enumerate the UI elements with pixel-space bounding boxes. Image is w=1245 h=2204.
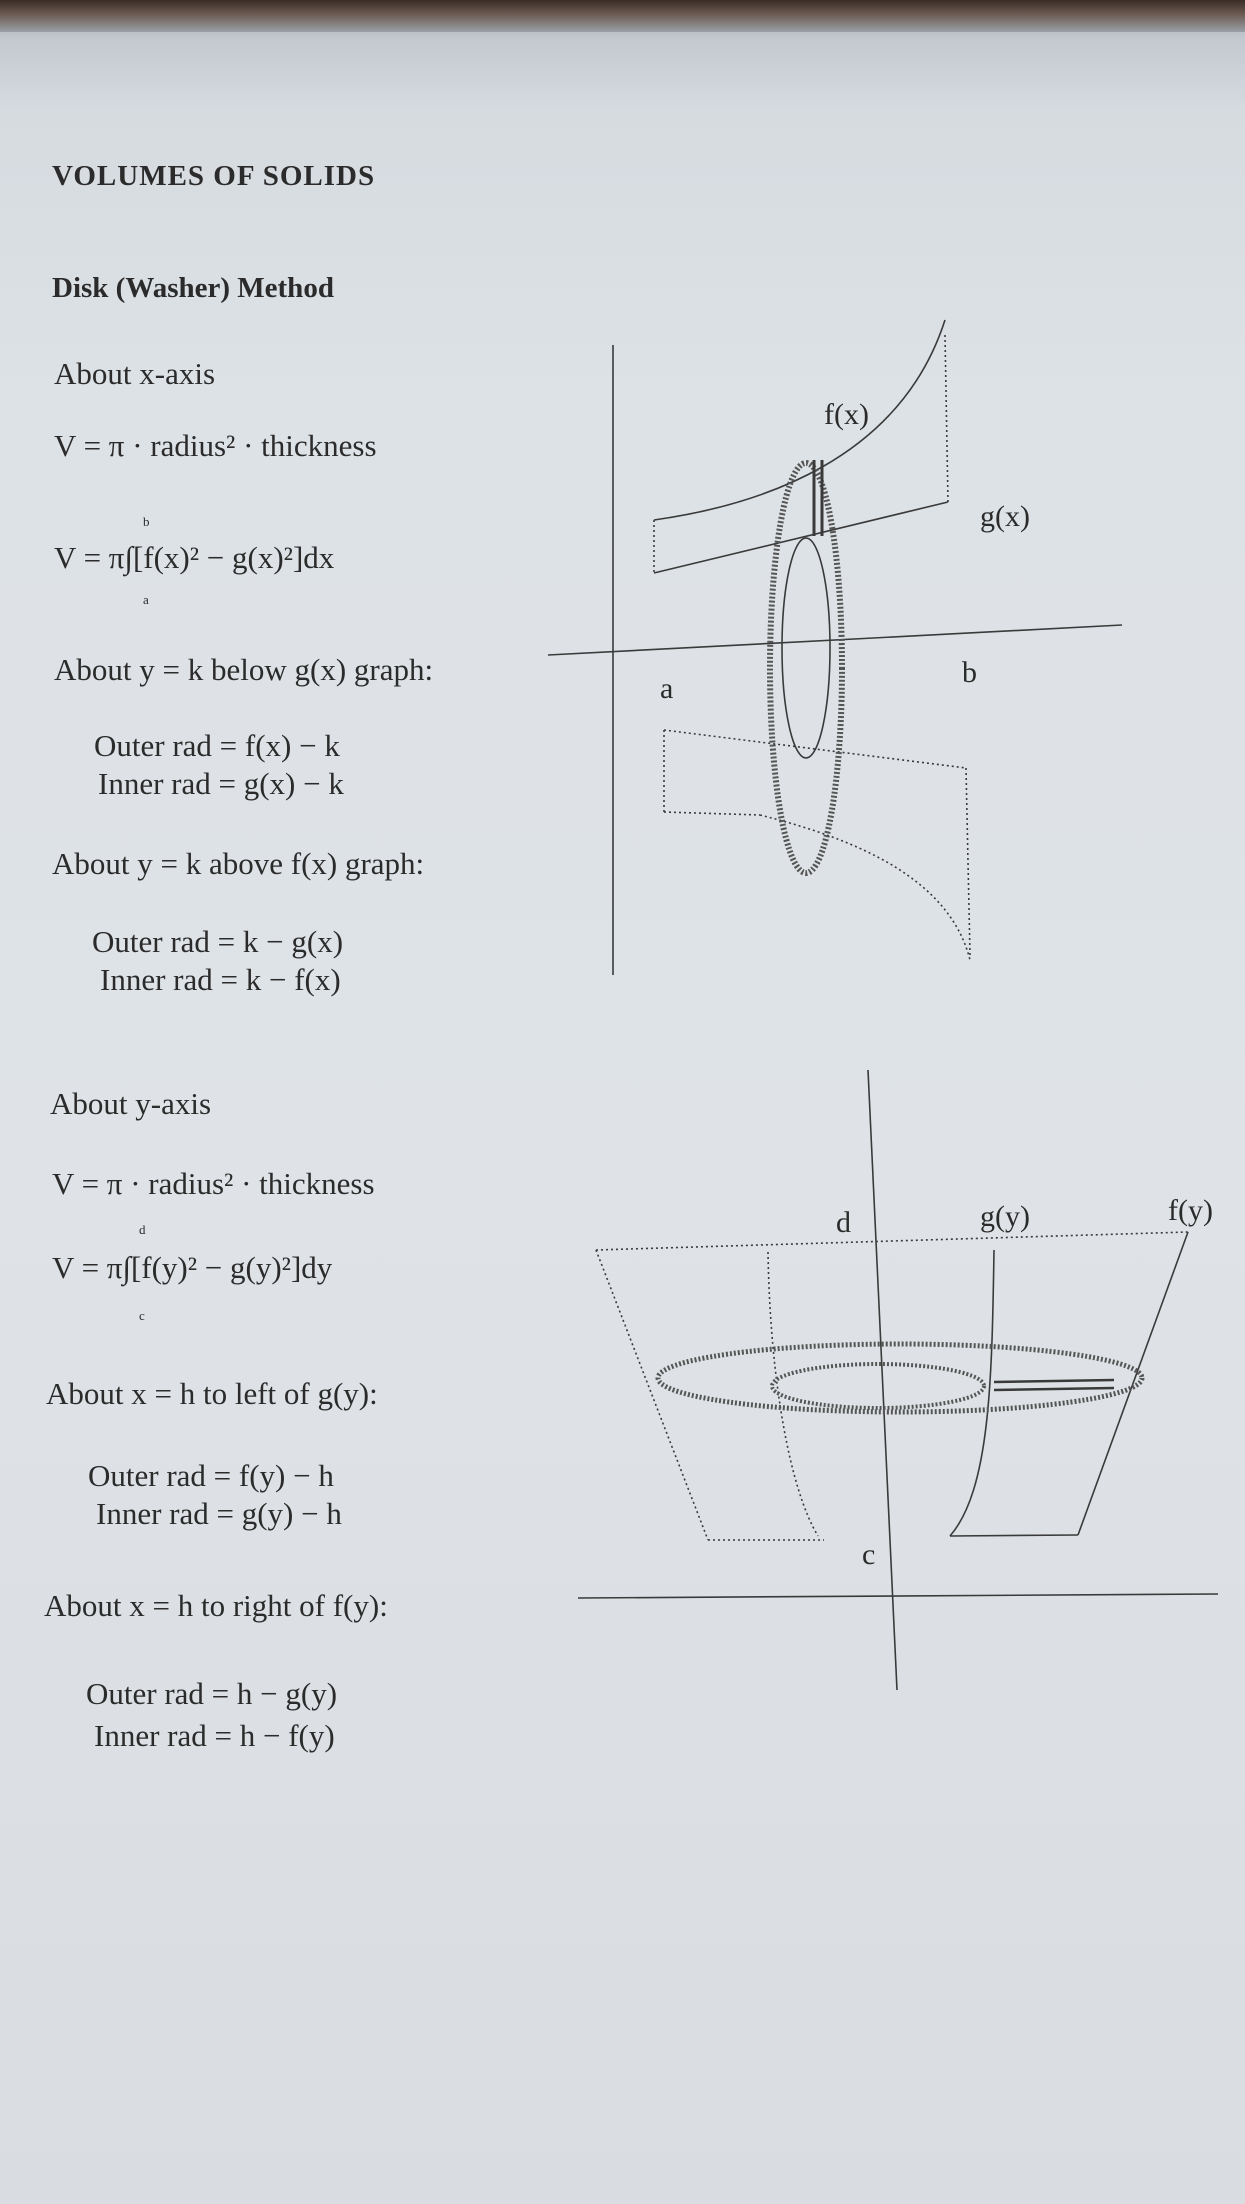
- label-f-y: f(y): [1168, 1194, 1213, 1227]
- g-y-curve: [950, 1250, 994, 1536]
- label-d: d: [836, 1206, 851, 1239]
- outer-washer-ring-2: [658, 1344, 1142, 1412]
- x-volume-formula: V = π · radius² · thickness: [54, 428, 377, 463]
- horizontal-axis-line: [548, 625, 1122, 655]
- y-axis-heading: About y-axis: [50, 1086, 212, 1121]
- y-integral-formula: V = π∫[f(y)² − g(y)²]dy: [52, 1250, 333, 1285]
- f-y-line: [1078, 1232, 1188, 1535]
- y-axis-washer-diagram: [578, 1070, 1218, 1690]
- inner-washer-ring-2: [772, 1364, 984, 1408]
- label-f-x: f(x): [824, 398, 869, 431]
- x-above-heading: About y = k above f(x) graph:: [52, 846, 425, 881]
- y-right-outer: Outer rad = h − g(y): [86, 1676, 338, 1711]
- x-below-outer: Outer rad = f(x) − k: [94, 728, 340, 763]
- reflected-f-curve: [760, 815, 970, 960]
- y-lower-limit: c: [139, 1308, 145, 1323]
- slice-bar-bottom: [994, 1388, 1114, 1390]
- y-volume-formula: V = π · radius² · thickness: [52, 1166, 375, 1201]
- y-left-heading: About x = h to left of g(y):: [46, 1376, 378, 1411]
- slice-bar-top: [994, 1380, 1114, 1382]
- reflected-f-y-line: [596, 1250, 708, 1540]
- x-lower-limit: a: [143, 592, 149, 607]
- x-below-heading: About y = k below g(x) graph:: [54, 652, 434, 687]
- reflected-right-edge: [966, 768, 970, 955]
- bottom-edge: [950, 1535, 1078, 1536]
- x-integral-formula: V = π∫[f(x)² − g(x)²]dx: [54, 540, 335, 575]
- x-axis-heading: About x-axis: [54, 356, 216, 391]
- y-left-inner: Inner rad = g(y) − h: [96, 1496, 342, 1531]
- f-x-curve: [654, 320, 945, 520]
- x-above-inner: Inner rad = k − f(x): [100, 962, 341, 997]
- reflected-g-y-curve: [768, 1252, 818, 1536]
- outer-washer-ring: [770, 463, 842, 873]
- label-b: b: [962, 656, 977, 689]
- label-g-x: g(x): [980, 500, 1030, 533]
- label-c: c: [862, 1538, 876, 1571]
- right-slab-edge: [945, 335, 948, 502]
- x-upper-limit: b: [143, 514, 150, 529]
- reflected-bottom-edge: [664, 812, 760, 815]
- top-dotted-line: [596, 1232, 1188, 1250]
- page-title: VOLUMES OF SOLIDS: [52, 160, 376, 192]
- y-left-outer: Outer rad = f(y) − h: [88, 1458, 334, 1493]
- inner-washer-ring: [782, 538, 830, 758]
- x-above-outer: Outer rad = k − g(x): [92, 924, 344, 959]
- method-heading: Disk (Washer) Method: [52, 272, 334, 304]
- horizontal-axis-line-2: [578, 1594, 1218, 1598]
- label-a: a: [660, 672, 674, 705]
- y-upper-limit: d: [139, 1222, 146, 1237]
- vertical-axis-line-2: [868, 1070, 897, 1690]
- y-right-inner: Inner rad = h − f(y): [94, 1718, 335, 1753]
- y-right-heading: About x = h to right of f(y):: [44, 1588, 388, 1623]
- x-below-inner: Inner rad = g(x) − k: [98, 766, 344, 801]
- label-g-y: g(y): [980, 1200, 1030, 1233]
